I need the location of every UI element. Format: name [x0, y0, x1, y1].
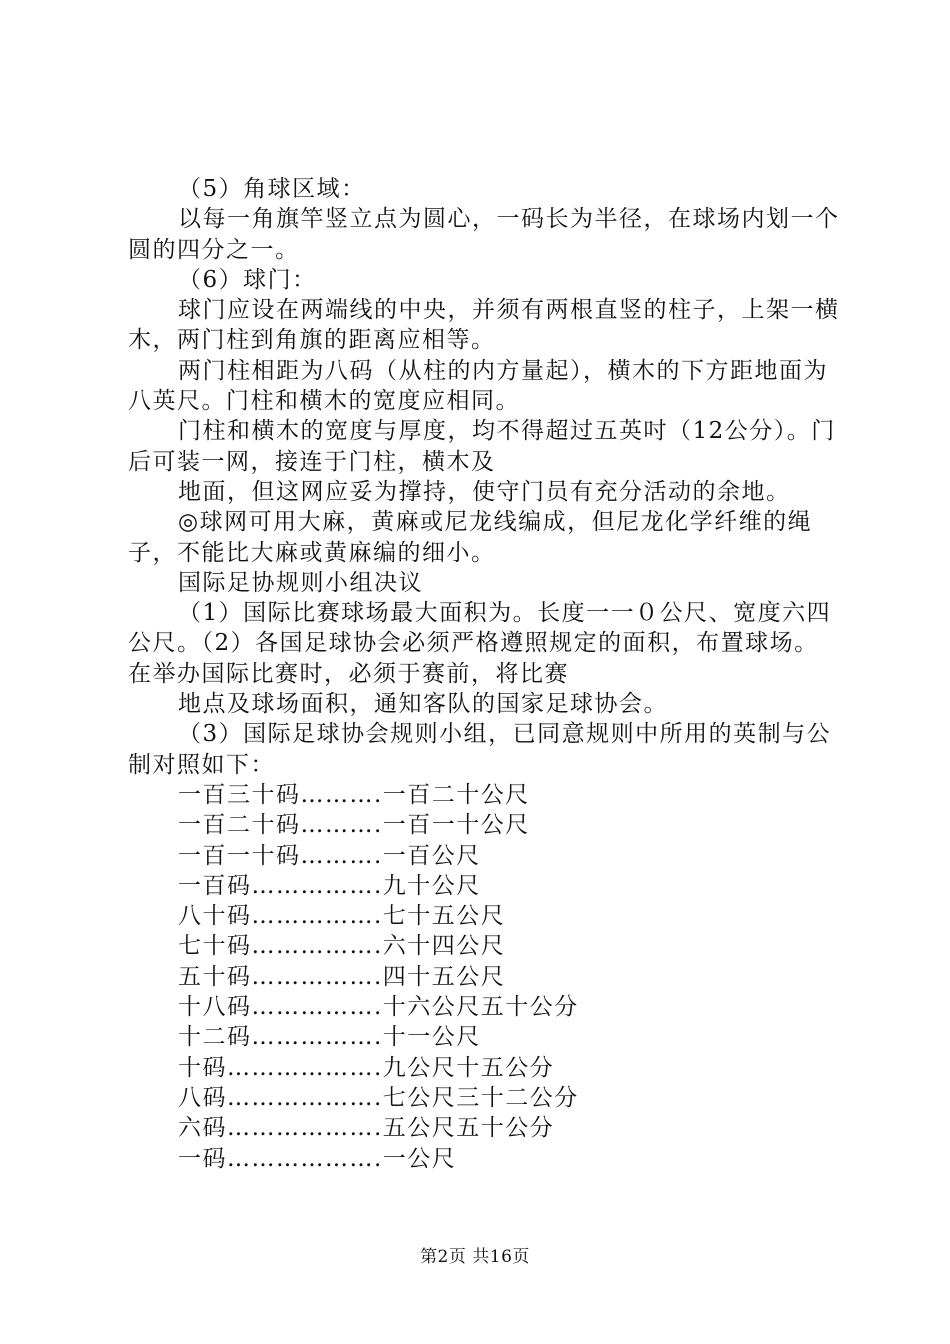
conversion-row: 八十码…………….七十五公尺 — [178, 903, 506, 930]
paragraph-resolution-notify: 地点及球场面积，通知客队的国家足球协会。 — [178, 691, 668, 718]
conversion-row: 一码……………….一公尺 — [178, 1145, 457, 1172]
conversion-table — [128, 780, 840, 1174]
page-footer: 第2页 共16页 — [420, 1247, 530, 1267]
paragraph-corner-area: 以每一角旗竿竖立点为圆心，一码长为半径，在球场内划一个圆的四分之一。 — [128, 206, 840, 263]
paragraph-goal-dimensions: 两门柱相距为八码（从柱的内方量起），横木的下方距地面为八英尺。门柱和横木的宽度应相同。 — [128, 357, 828, 415]
paragraph-net-material: ◎球网可用大麻，黄麻或尼龙线编成，但尼龙化学纤维的绳子，不能比大麻或黄麻编的细小。 — [128, 509, 813, 566]
conversion-row: 七十码…………….六十四公尺 — [178, 933, 506, 960]
paragraph-goal-position: 球门应设在两端线的中央，并须有两根直竖的柱子，上架一横木，两门柱到角旗的距离应相等。 — [128, 297, 840, 354]
section-heading-goal: （6）球门： — [178, 266, 317, 293]
paragraph-goal-net: 地面，但这网应妥为撑持，使守门员有充分活动的余地。 — [178, 478, 791, 505]
conversion-row: 一百码…………….九十公尺 — [178, 872, 481, 899]
conversion-row: 一百二十码……….一百一十公尺 — [178, 812, 530, 839]
document-body — [128, 174, 840, 1174]
paragraph-resolution-1-2: （1）国际比赛球场最大面积为。长度一一０公尺、宽度六四公尺。（2）各国足球协会必须严格遵照规定的面积，布置球场。在举办国际比赛时，必须于赛前，将比赛 — [128, 600, 832, 687]
conversion-row: 八码……………….七公尺三十二公分 — [178, 1084, 579, 1111]
section-heading-corner-area: （5）角球区域： — [178, 176, 366, 202]
conversion-row: 一百一十码……….一百公尺 — [178, 842, 481, 869]
section-heading-resolution: 国际足协规则小组决议 — [178, 569, 423, 596]
conversion-row: 十码……………….九公尺十五公分 — [178, 1054, 555, 1081]
conversion-row: 十二码…………….十一公尺 — [178, 1024, 481, 1051]
paragraph-goal-width: 门柱和横木的宽度与厚度，均不得超过五英吋（12公分）。门后可装一网，接连于门柱，横木及 — [128, 418, 836, 475]
conversion-row: 五十码…………….四十五公尺 — [178, 963, 506, 990]
paragraph-resolution-3: （3）国际足球协会规则小组，已同意规则中所用的英制与公制对照如下： — [128, 721, 832, 778]
conversion-row: 十八码…………….十六公尺五十公分 — [178, 994, 579, 1021]
conversion-row: 一百三十码……….一百二十公尺 — [178, 781, 530, 808]
conversion-row: 六码……………….五公尺五十公分 — [178, 1115, 555, 1142]
